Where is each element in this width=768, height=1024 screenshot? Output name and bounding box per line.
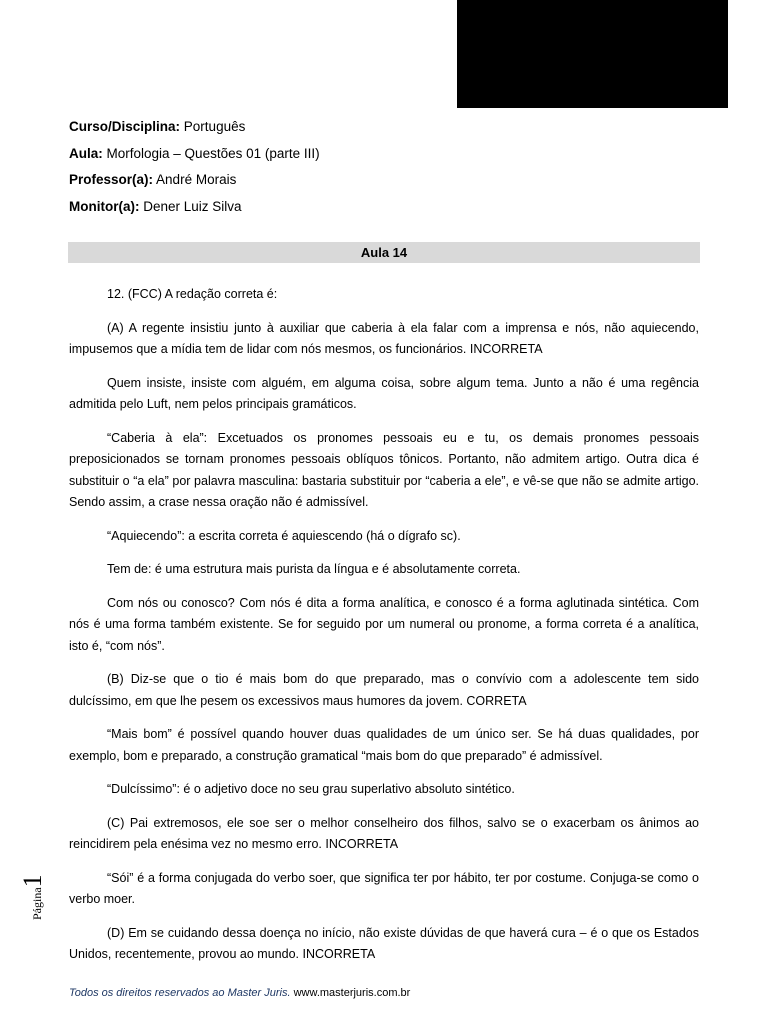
- footer-site-link[interactable]: www.masterjuris.com.br: [293, 987, 411, 999]
- page-number-value: 1: [18, 874, 47, 888]
- paragraph: Quem insiste, insiste com alguém, em alguma coisa, sobre algum tema. Junto a não é uma regência admitida pelo Luft, nem pelos principais gramáticos.: [69, 375, 699, 411]
- monitor-value: Dener Luiz Silva: [143, 198, 242, 214]
- paragraph: 12. (FCC) A redação correta é:: [107, 287, 278, 301]
- page-number: [18, 860, 58, 920]
- teacher-label: Professor(a):: [69, 172, 154, 187]
- paragraph: Tem de: é uma estrutura mais purista da língua e é absolutamente correta.: [107, 562, 521, 576]
- paragraph: “Caberia à ela”: Excetuados os pronomes pessoais eu e tu, os demais pronomes pessoais preposicionados se tornam pronomes pessoais oblíquos tônicos. Portanto, não admitem artigo. Outra dica é substituir o “a ela” por palavra masculina: bastaria substituir por “caberia a ele”, e vê-se que não se admite artigo. Sendo assim, a crase nessa oração não é admissível.: [69, 430, 699, 509]
- class-label: Aula:: [69, 145, 103, 161]
- paragraph: “Aquiecendo”: a escrita correta é aquiescendo (há o dígrafo sc).: [107, 528, 461, 543]
- paragraph: (A) A regente insistiu junto à auxiliar que caberia à ela falar com a imprensa e nós, não aquiecendo, impusemos que a mídia tem de lidar com nós mesmos, os funcionários. INCORRETA: [69, 320, 699, 356]
- paragraph: Com nós ou conosco? Com nós é dita a forma analítica, e conosco é a forma aglutinada sintética. Com nós é uma forma também existente. Se for seguido por um numeral ou pronome, a forma correta é a analítica, isto é, “com nós”.: [69, 595, 699, 653]
- course-row: [69, 116, 320, 143]
- logo-block: [457, 0, 728, 108]
- footer: [69, 987, 410, 999]
- monitor-label: Monitor(a):: [69, 198, 140, 214]
- section-title: Aula 14: [68, 242, 700, 263]
- class-value: Morfologia – Questões 01 (parte III): [106, 145, 320, 161]
- paragraph: “Mais bom” é possível quando houver duas qualidades de um único ser. Se há duas qualidades, por exemplo, bom e preparado, a construção gramatical “mais bom do que preparado” é admissível.: [69, 727, 699, 763]
- teacher-row: [69, 169, 320, 196]
- paragraph: “Dulcíssimo”: é o adjetivo doce no seu grau superlativo absoluto sintético.: [107, 782, 515, 796]
- page-label: Página: [30, 887, 44, 920]
- paragraph: (C) Pai extremosos, ele soe ser o melhor conselheiro dos filhos, salvo se o exacerbam os ânimos ao reincidirem pela enésima vez no mesmo erro. INCORRETA: [69, 815, 699, 851]
- document-body: [69, 284, 699, 978]
- monitor-row: [69, 196, 320, 223]
- teacher-value: André Morais: [156, 172, 237, 187]
- paragraph: (D) Em se cuidando dessa doença no início, não existe dúvidas de que haverá cura – é o que os Estados Unidos, recentemente, provou ao mundo. INCORRETA: [69, 925, 699, 961]
- course-label: Curso/Disciplina:: [69, 119, 181, 134]
- class-row: [69, 143, 320, 170]
- document-header: [69, 116, 320, 222]
- footer-rights: Todos os direitos reservados ao Master Juris.: [69, 987, 291, 999]
- paragraph: “Sói” é a forma conjugada do verbo soer, que significa ter por hábito, ter por costume. Conjuga-se como o verbo moer.: [69, 870, 699, 906]
- course-value: Português: [183, 119, 246, 134]
- paragraph: (B) Diz-se que o tio é mais bom do que preparado, mas o convívio com a adolescente tem sido dulcíssimo, em que lhe pesem os excessivos maus humores da jovem. CORRETA: [69, 672, 699, 708]
